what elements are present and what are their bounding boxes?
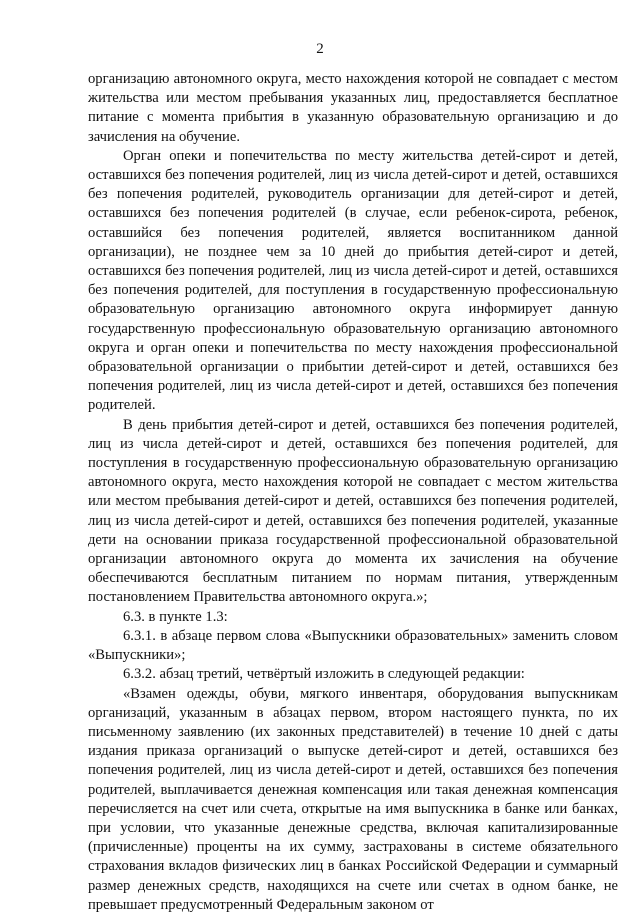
paragraph-item-6-3-1: 6.3.1. в абзаце первом слова «Выпускники образовательных» заменить словом «Выпускники»;	[88, 627, 618, 664]
paragraph-arrival-day: В день прибытия детей-сирот и детей, оставшихся без попечения родителей, лиц из числа детей-сирот и детей, оставшихся без попечения родителей, для поступления в государственную профессиональную образовательную организацию автономного округа, место нахождения которой не совпадает с местом жительства или местом пребывания детей-сирот и детей, оставшихся без попечения родителей, лиц из числа детей-сирот и детей, оставшихся без попечения родителей, указанные дети на основании приказа государственной профессиональной образовательной организации автономного округа до момента их зачисления на обучение обеспечиваются бесплатным питанием по нормам питания, утвержденным постановлением Правительства автономного округа.»;	[88, 416, 618, 606]
paragraph-item-6-3-2: 6.3.2. абзац третий, четвёртый изложить в следующей редакции:	[123, 666, 525, 683]
page-number: 2	[316, 41, 324, 57]
paragraph-guardianship-notice: Орган опеки и попечительства по месту жительства детей-сирот и детей, оставшихся без попечения родителей, лиц из числа детей-сирот и детей, оставшихся без попечения родителей, руководитель организации для детей-сирот и детей, оставшихся без попечения родителей (в случае, если ребенок-сирота, ребенок, оставшийся без попечения родителей, является воспитанником данной организации), не позднее чем за 10 дней до прибытия детей-сирот и детей, оставшихся без попечения родителей, лиц из числа детей-сирот и детей, оставшихся без попечения родителей, для поступления в государственную профессиональную образовательную организацию автономного округа информирует данную государственную профессиональную образовательную организацию автономного округа и орган опеки и попечительства по месту нахождения профессиональной образовательной организации о прибытии детей-сирот и детей, оставшихся без попечения родителей, лиц из числа детей-сирот и детей, оставшихся без попечения родителей.	[88, 147, 618, 414]
paragraph-compensation: «Взамен одежды, обуви, мягкого инвентаря, оборудования выпускникам организаций, указанным в абзацах первом, втором настоящего пункта, по их письменному заявлению (их законных представителей) в течение 10 дней с даты издания приказа организаций о выпуске детей-сирот и детей, оставшихся без попечения родителей, лиц из числа детей-сирот и детей, оставшихся без попечения родителей, выплачивается денежная компенсация или такая денежная компенсация перечисляется на счет или счета, открытые на имя выпускника в банке или банках, при условии, что указанные денежные средства, включая капитализированные (причисленные) проценты на их сумму, застрахованы в системе обязательного страхования вкладов физических лиц в банках Российской Федерации и суммарный размер денежных средств, находящихся на счете или счетах в одном банке, не превышает предусмотренный Федеральным законом от	[88, 685, 618, 913]
document-body	[88, 70, 618, 915]
paragraph-continuation: организацию автономного округа, место нахождения которой не совпадает с местом жительства или местом пребывания указанных лиц, предоставляется бесплатное питание с момента прибытия в указанную образовательную организацию и до зачисления на обучение.	[88, 71, 618, 145]
paragraph-item-6-3: 6.3. в пункте 1.3:	[123, 608, 228, 625]
